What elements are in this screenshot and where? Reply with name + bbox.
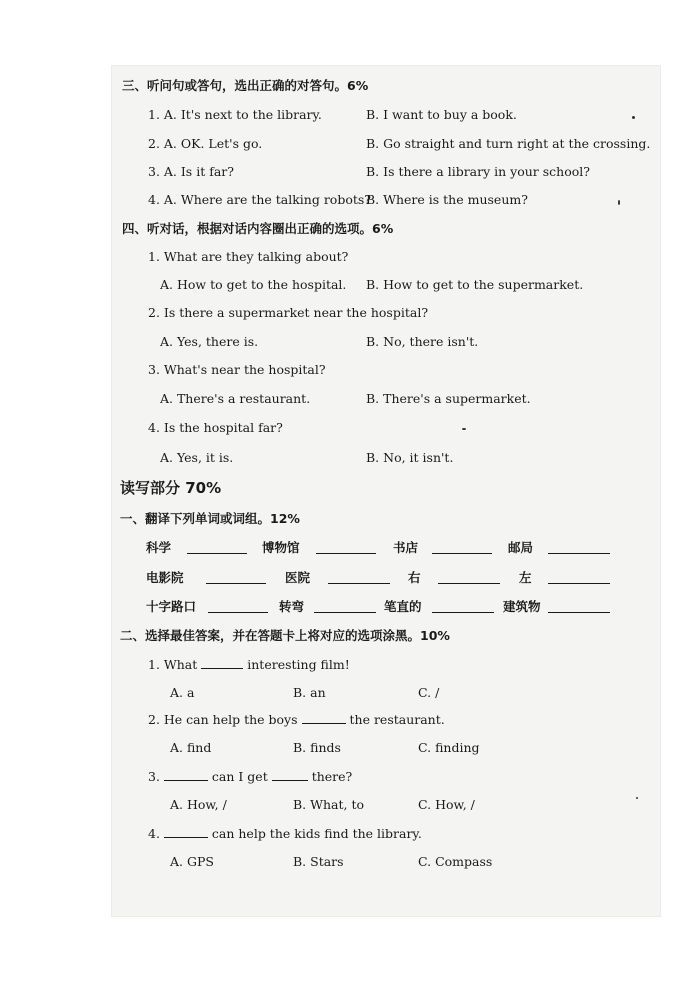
word-bookstore: 书店 [393, 540, 419, 555]
s3-q3-option-a: 3. A. Is it far? [148, 164, 234, 179]
word-hospital: 医院 [285, 570, 311, 585]
answer-blank[interactable] [164, 825, 208, 838]
section-choice-title: 二、选择最佳答案，并在答题卡上将对应的选项涂黑。10% [120, 628, 450, 643]
answer-blank[interactable] [432, 600, 494, 613]
s4-q2-option-b: B. No, there isn't. [366, 334, 479, 349]
mc-q2-prefix: 2. He can help the boys [148, 712, 298, 727]
s4-q1-option-a: A. How to get to the hospital. [160, 277, 347, 292]
mc-q2-option-b: B. finds [293, 740, 341, 755]
mc-q4 [148, 825, 422, 842]
word-straight: 笔直的 [384, 599, 422, 614]
word-left: 左 [519, 570, 532, 585]
word-cinema: 电影院 [146, 570, 184, 585]
mc-q2-suffix: the restaurant. [349, 712, 445, 727]
word-turn: 转弯 [279, 599, 305, 614]
answer-blank[interactable] [314, 600, 376, 613]
answer-blank[interactable] [201, 656, 243, 669]
mc-q3-option-c: C. How, / [418, 797, 475, 812]
answer-blank[interactable] [206, 571, 266, 584]
mc-q1-prefix: 1. What [148, 657, 198, 672]
mc-q4-prefix: 4. [148, 826, 160, 841]
word-building: 建筑物 [503, 599, 541, 614]
mc-q4-option-a: A. GPS [170, 854, 214, 869]
mc-q4-option-b: B. Stars [293, 854, 344, 869]
mc-q1-option-b: B. an [293, 685, 326, 700]
section-translate-title: 一、翻译下列单词或词组。12% [120, 511, 300, 526]
s3-q2-option-a: 2. A. OK. Let's go. [148, 136, 263, 151]
s4-q3-option-a: A. There's a restaurant. [160, 391, 311, 406]
s3-q2-option-b: B. Go straight and turn right at the crossing. [366, 136, 651, 151]
s4-q4-option-b: B. No, it isn't. [366, 450, 454, 465]
s4-q1-option-b: B. How to get to the supermarket. [366, 277, 584, 292]
section-3-title: 三、听问句或答句，选出正确的对答句。6% [122, 78, 369, 93]
s4-q1: 1. What are they talking about? [148, 249, 349, 264]
s4-q3: 3. What's near the hospital? [148, 362, 326, 377]
answer-blank[interactable] [548, 571, 610, 584]
word-science: 科学 [146, 540, 172, 555]
mc-q3-option-b: B. What, to [293, 797, 365, 812]
reading-writing-part-title: 读写部分 70% [120, 479, 222, 497]
mc-q3-middle: can I get [211, 769, 268, 784]
section-4-title: 四、听对话，根据对话内容圈出正确的选项。6% [122, 221, 394, 236]
mc-q3-suffix: there? [311, 769, 353, 784]
mc-q1-suffix: interesting film! [247, 657, 350, 672]
scan-speck [636, 797, 638, 799]
mc-q1-option-a: A. a [170, 685, 195, 700]
s3-q1-option-a: 1. A. It's next to the library. [148, 107, 322, 122]
s4-q4-option-a: A. Yes, it is. [160, 450, 234, 465]
mc-q4-option-c: C. Compass [418, 854, 493, 869]
answer-blank[interactable] [432, 541, 492, 554]
answer-blank[interactable] [302, 711, 346, 724]
answer-blank[interactable] [548, 541, 610, 554]
answer-blank[interactable] [272, 768, 308, 781]
mc-q2-option-a: A. find [170, 740, 212, 755]
mc-q4-suffix: can help the kids find the library. [211, 826, 422, 841]
s4-q2: 2. Is there a supermarket near the hospital? [148, 305, 429, 320]
s3-q4-option-a: 4. A. Where are the talking robots? [148, 192, 371, 207]
answer-blank[interactable] [208, 600, 268, 613]
answer-blank[interactable] [328, 571, 390, 584]
mc-q1-option-c: C. / [418, 685, 440, 700]
mc-q1 [148, 656, 350, 673]
mc-q3-option-a: A. How, / [170, 797, 227, 812]
mc-q3-prefix: 3. [148, 769, 160, 784]
scan-speck [618, 200, 620, 205]
answer-blank[interactable] [548, 600, 610, 613]
mc-q2 [148, 711, 445, 728]
word-post-office: 邮局 [508, 540, 534, 555]
word-museum: 博物馆 [262, 540, 300, 555]
word-crossing: 十字路口 [146, 599, 197, 614]
answer-blank[interactable] [164, 768, 208, 781]
answer-blank[interactable] [187, 541, 247, 554]
s4-q2-option-a: A. Yes, there is. [160, 334, 259, 349]
s4-q4: 4. Is the hospital far? [148, 420, 283, 435]
mc-q2-option-c: C. finding [418, 740, 480, 755]
s4-q3-option-b: B. There's a supermarket. [366, 391, 531, 406]
scan-speck [462, 428, 466, 430]
word-right: 右 [408, 570, 421, 585]
s3-q4-option-b: B. Where is the museum? [366, 192, 528, 207]
s3-q3-option-b: B. Is there a library in your school? [366, 164, 590, 179]
answer-blank[interactable] [316, 541, 376, 554]
scan-speck [632, 116, 635, 119]
answer-blank[interactable] [438, 571, 500, 584]
s3-q1-option-b: B. I want to buy a book. [366, 107, 517, 122]
mc-q3 [148, 768, 352, 785]
